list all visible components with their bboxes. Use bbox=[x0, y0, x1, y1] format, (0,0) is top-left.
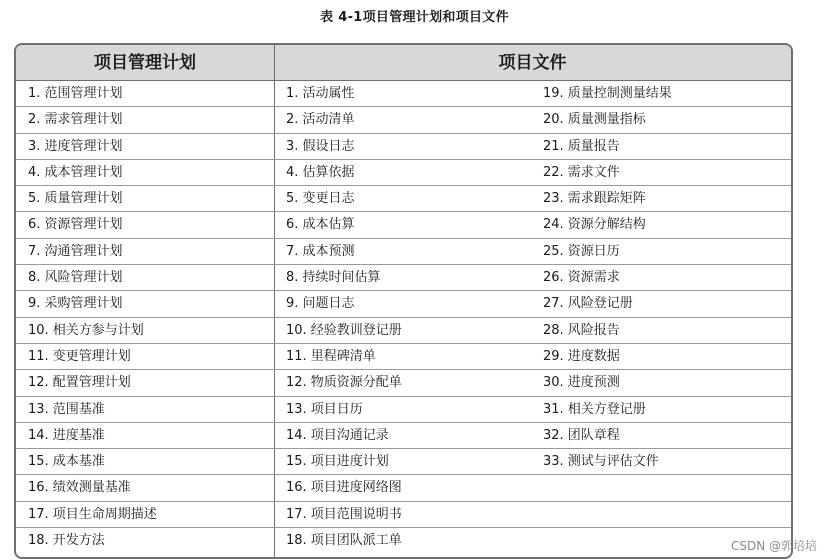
table-header bbox=[16, 45, 791, 81]
plan-item: 11. 变更管理计划 bbox=[28, 348, 131, 364]
plan-item: 14. 进度基准 bbox=[28, 427, 105, 443]
document-item: 17. 项目范围说明书 bbox=[286, 506, 402, 522]
table-row bbox=[16, 81, 791, 107]
document-item: 18. 项目团队派工单 bbox=[286, 533, 402, 549]
table-row bbox=[16, 107, 791, 133]
table-caption: 表 4-1项目管理计划和项目文件 bbox=[320, 10, 509, 25]
table-row bbox=[16, 423, 791, 449]
document-item: 25. 资源日历 bbox=[543, 243, 620, 259]
table-row bbox=[16, 370, 791, 396]
document-item: 15. 项目进度计划 bbox=[286, 454, 389, 470]
plan-item: 15. 成本基准 bbox=[28, 454, 105, 470]
table-row bbox=[16, 528, 791, 554]
table-row bbox=[16, 397, 791, 423]
table-row bbox=[16, 265, 791, 291]
header-plan: 项目管理计划 bbox=[94, 53, 196, 73]
document-item: 31. 相关方登记册 bbox=[543, 401, 646, 417]
document-item: 1. 活动属性 bbox=[286, 86, 355, 101]
table-body bbox=[16, 81, 791, 554]
plan-item: 10. 相关方参与计划 bbox=[28, 322, 144, 338]
plan-item: 7. 沟通管理计划 bbox=[28, 243, 123, 259]
plan-item: 13. 范围基准 bbox=[28, 401, 105, 417]
table-row bbox=[16, 239, 791, 265]
document-item: 30. 进度预测 bbox=[543, 375, 620, 391]
plan-item: 4. 成本管理计划 bbox=[28, 164, 123, 180]
document-item: 2. 活动清单 bbox=[286, 112, 355, 128]
header-documents: 项目文件 bbox=[498, 53, 567, 73]
table-row bbox=[16, 475, 791, 501]
document-item: 6. 成本估算 bbox=[286, 217, 355, 233]
plan-item: 2. 需求管理计划 bbox=[28, 112, 123, 128]
table-row bbox=[16, 186, 791, 212]
document-item: 33. 测试与评估文件 bbox=[543, 454, 659, 470]
document-item: 4. 估算依据 bbox=[286, 164, 355, 180]
document-item: 20. 质量测量指标 bbox=[543, 112, 646, 128]
plan-item: 9. 采购管理计划 bbox=[28, 296, 123, 312]
document-item: 8. 持续时间估算 bbox=[286, 270, 381, 286]
watermark: CSDN @郭培培 bbox=[730, 539, 817, 553]
table-row bbox=[16, 134, 791, 160]
document-item: 23. 需求跟踪矩阵 bbox=[543, 191, 646, 207]
document-item: 9. 问题日志 bbox=[286, 296, 355, 312]
table-row bbox=[16, 318, 791, 344]
document-item: 5. 变更日志 bbox=[286, 191, 355, 207]
table-row bbox=[16, 160, 791, 186]
document-item: 28. 风险报告 bbox=[543, 322, 620, 338]
plan-item: 1. 范围管理计划 bbox=[28, 86, 123, 101]
plan-item: 6. 资源管理计划 bbox=[28, 217, 123, 233]
document-item: 27. 风险登记册 bbox=[543, 296, 633, 312]
document-item: 26. 资源需求 bbox=[543, 270, 620, 286]
project-table bbox=[14, 43, 793, 559]
table-row bbox=[16, 212, 791, 238]
document-item: 16. 项目进度网络图 bbox=[286, 480, 402, 496]
table-row bbox=[16, 344, 791, 370]
document-item: 3. 假设日志 bbox=[286, 138, 355, 154]
document-item: 14. 项目沟通记录 bbox=[286, 427, 389, 443]
plan-item: 18. 开发方法 bbox=[28, 533, 105, 549]
table-row bbox=[16, 291, 791, 317]
table-row bbox=[16, 449, 791, 475]
plan-item: 12. 配置管理计划 bbox=[28, 375, 131, 391]
document-item: 32. 团队章程 bbox=[543, 427, 620, 443]
document-item: 7. 成本预测 bbox=[286, 243, 355, 259]
document-item: 13. 项目日历 bbox=[286, 401, 363, 417]
plan-item: 3. 进度管理计划 bbox=[28, 138, 123, 154]
document-item: 10. 经验教训登记册 bbox=[286, 322, 402, 338]
document-item: 29. 进度数据 bbox=[543, 348, 620, 364]
plan-item: 17. 项目生命周期描述 bbox=[28, 506, 157, 522]
document-item: 11. 里程碑清单 bbox=[286, 348, 376, 364]
document-item: 21. 质量报告 bbox=[543, 138, 620, 154]
table-row bbox=[16, 502, 791, 528]
document-item: 24. 资源分解结构 bbox=[543, 217, 646, 233]
plan-item: 8. 风险管理计划 bbox=[28, 270, 123, 286]
plan-item: 5. 质量管理计划 bbox=[28, 191, 123, 207]
document-item: 12. 物质资源分配单 bbox=[286, 375, 402, 391]
document-item: 19. 质量控制测量结果 bbox=[543, 86, 672, 101]
document-item: 22. 需求文件 bbox=[543, 164, 620, 180]
plan-item: 16. 绩效测量基准 bbox=[28, 480, 131, 496]
